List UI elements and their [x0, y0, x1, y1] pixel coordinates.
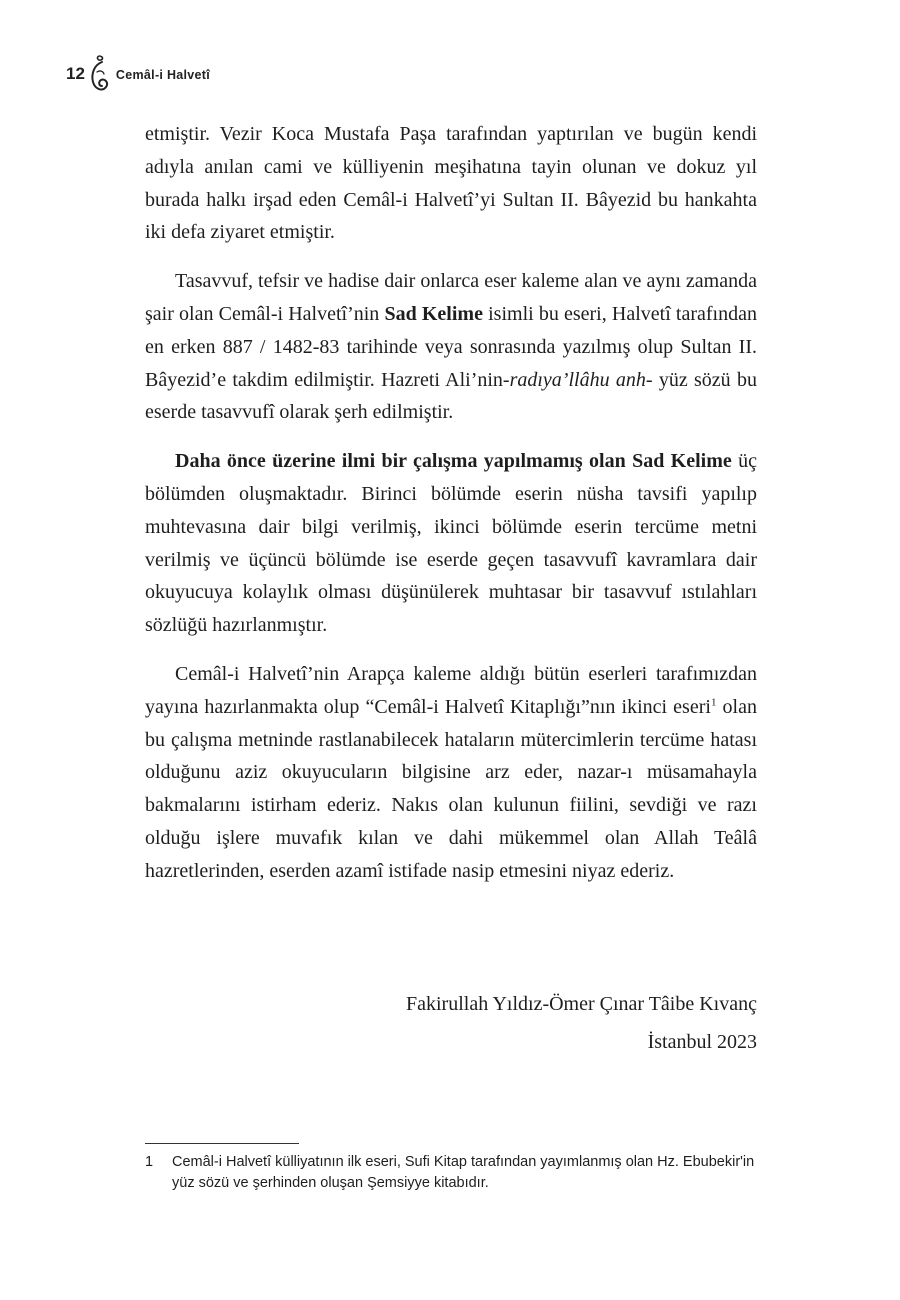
italic-text: radıya’llâhu anh [509, 368, 646, 391]
paragraph [145, 265, 757, 429]
page-number: 12 [66, 64, 85, 83]
calligraphic-ornament-icon [88, 52, 110, 96]
footnote-marker: 1 [710, 696, 717, 709]
bold-text: Daha önce üzerine ilmi bir çalışma yapılmamış olan Sad Kelime [175, 450, 732, 473]
text-run: üç bölümden oluşmaktadır. Birinci bölümde eserin nüsha tavsifi yapılıp muhtevasına dair bilgi verilmiş, ikinci bölümde eserin tercüme metni verilmiş ve üçüncü bölümde ise eserde geçen tasavvufî kavramlara dair okuyucuya kolaylık olması düşünülerek muhtasar bir tasavvuf ıstılahları sözlüğü hazırlanmıştır. [145, 450, 757, 637]
signature-block [406, 985, 757, 1061]
text-run: Cemâl-i Halvetî’nin Arapça kaleme aldığı bütün eserleri tarafımızdan yayına hazırlanmakta olup “Cemâl-i Halvetî Kitaplığı”nın ikinci eseri [145, 662, 757, 718]
text-run: isimli bu eseri, Halvetî tarafından en erken 887 / 1482-83 tarihinde veya sonrasında yazılmış olup Sultan II. Bâyezid’e takdim edilmiştir. Hazreti Ali’nin- [145, 302, 757, 391]
running-title: Cemâl-i Halvetî [115, 68, 211, 82]
body-text [145, 118, 757, 904]
bold-text: Sad Kelime [384, 302, 483, 325]
page-header [66, 52, 210, 96]
signature-place-date: İstanbul 2023 [647, 1031, 757, 1053]
paragraph [145, 118, 757, 249]
paragraph [145, 658, 757, 888]
text-run: Tasavvuf, tefsir ve hadise dair onlarca eser kaleme alan ve aynı zamanda şair olan Cemâl-i Halvetî’nin [145, 270, 757, 325]
paragraph [145, 445, 757, 642]
text-run: olan bu çalışma metninde rastlanabilecek hataların mütercimlerin tercüme hatası olduğunu aziz okuyucuların bilgisine arz eder, nazar-ı müsamahayla bakmalarını istirham ederiz. Nakıs olan kulunun fiilini, sevdiği ve razı olduğu işlere muvafık kılan ve dahi mükemmel olan Allah Teâlâ hazretlerinden, eserden azamî istifade nasip etmesini niyaz ederiz. [145, 695, 757, 882]
footnote-number: 1 [145, 1154, 154, 1170]
signature-authors: Fakirullah Yıldız-Ömer Çınar Tâibe Kıvanç [405, 993, 757, 1015]
footnote [145, 1152, 757, 1194]
footnote-divider [145, 1143, 299, 1144]
text-run: etmiştir. Vezir Koca Mustafa Paşa tarafından yaptırılan ve bugün kendi adıyla anılan cami ve külliyenin meşihatına tayin olunan ve dokuz yıl burada halkı irşad eden Cemâl-i Halvetî’yi Sultan II. Bâyezid bu hankahta iki defa ziyaret etmiştir. [145, 123, 757, 244]
footnote-text: Cemâl-i Halvetî külliyatının ilk eseri, Sufi Kitap tarafından yayımlanmış olan Hz. Ebubekir'in yüz sözü ve şerhinden oluşan Şemsiyye kitabıdır. [172, 1154, 755, 1191]
text-run: - yüz sözü bu eserde tasavvufî olarak şerh edilmiştir. [145, 368, 757, 424]
